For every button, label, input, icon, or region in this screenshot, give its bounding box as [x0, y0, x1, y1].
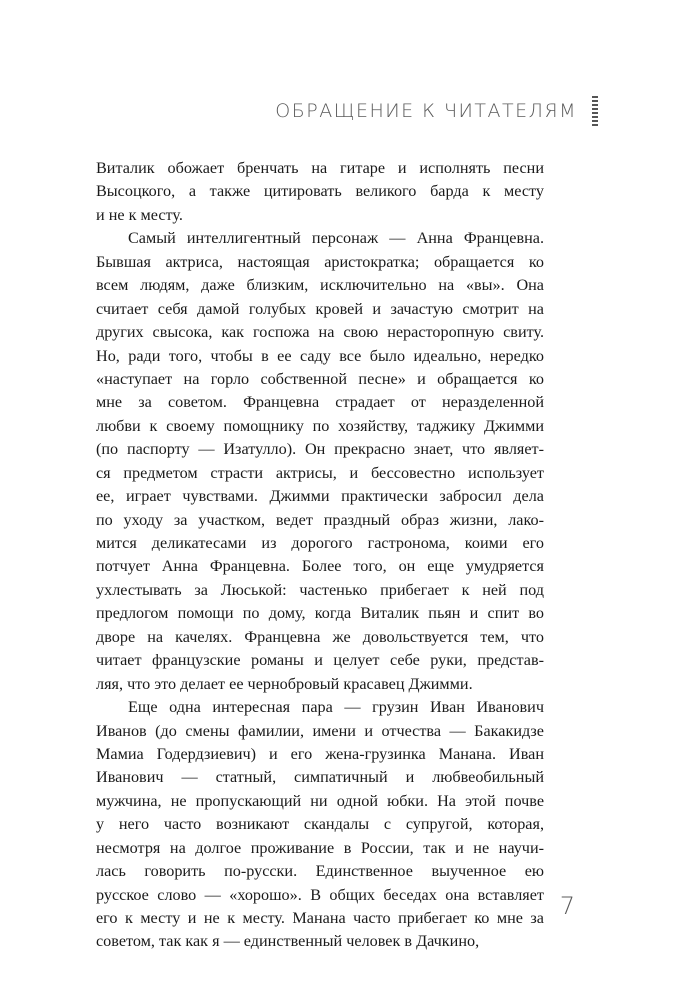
text-line: его к месту и не к месту. Манана часто прибегает ко мне за	[96, 909, 544, 927]
text-line: несмотря на долгое проживание в России, так и не научи-	[96, 838, 544, 857]
page-edge-tab-marker	[592, 96, 598, 128]
text-line: читает французские романы и целует себе руки, представ-	[96, 651, 544, 670]
text-line: и не к месту.	[96, 205, 183, 224]
text-line: Еще одна интересная пара — грузин Иван Иванович	[128, 698, 544, 717]
text-line: (по паспорту — Изатулло). Он прекрасно знает, что являет-	[96, 440, 544, 459]
text-line: «наступает на горло собственной песне» и обращается ко	[96, 369, 544, 388]
text-line: лась говорить по-русски. Единственное выученное ею	[96, 862, 544, 881]
text-line: мне за советом. Францевна страдает от неразделенной	[96, 393, 544, 412]
text-line: Иванович — статный, симпатичный и любвеобильный	[96, 768, 544, 787]
page-number: 7	[559, 892, 575, 920]
text-line: мится деликатесами из дорогого гастронома, коими его	[96, 534, 544, 552]
text-line: Высоцкого, а также цитировать великого барда к месту	[96, 182, 544, 201]
text-line: Виталик обожает бренчать на гитаре и исполнять песни	[96, 159, 544, 177]
text-line: любви к своему помощнику по хозяйству, таджику Джимми	[96, 416, 544, 435]
text-line: советом, так как я — единственный человек в Дачкино,	[96, 932, 480, 951]
text-line: ее, играет чувствами. Джимми практически забросил дела	[96, 487, 544, 506]
text-line: Иванов (до смены фамилии, имени и отчества — Бакакидзе	[96, 721, 544, 740]
text-line: Самый интеллигентный персонаж — Анна Францевна.	[128, 229, 544, 248]
text-line: у него часто возникают скандалы с супругой, которая,	[96, 815, 544, 834]
running-head-title: ОБРАЩЕНИЕ К ЧИТАТЕЛЯМ	[275, 100, 577, 122]
text-line: ся предметом страсти актрисы, и бессовестно использует	[96, 463, 544, 482]
body-text	[96, 157, 544, 954]
text-line: мужчина, не пропускающий ни одной юбки. На этой почве	[96, 791, 544, 810]
text-line: предлогом помощи по дому, когда Виталик пьян и спит во	[96, 604, 544, 623]
text-line: Бывшая актриса, настоящая аристократка; обращается ко	[96, 252, 544, 271]
text-line: потчует Анна Францевна. Более того, он еще умудряется	[96, 557, 544, 576]
text-line: Но, ради того, чтобы в ее саду все было идеально, нередко	[96, 346, 544, 365]
text-line: всем людям, даже близким, исключительно на «вы». Она	[96, 276, 544, 295]
text-line: русское слово — «хорошо». В общих беседах она вставляет	[96, 885, 544, 904]
text-line: ляя, что это делает ее чернобровый красавец Джимми.	[96, 674, 473, 693]
text-line: ухлестывать за Люськой: частенько прибегает к ней под	[96, 580, 544, 599]
text-line: по уходу за участком, ведет праздный образ жизни, лако-	[96, 510, 544, 529]
text-line: дворе на качелях. Францевна же довольствуется тем, что	[96, 627, 544, 646]
text-line: других свысока, как госпожа на свою нерасторопную свиту.	[96, 323, 544, 342]
text-line: Мамиа Годердзиевич) и его жена-грузинка Манана. Иван	[96, 744, 544, 763]
text-line: считает себя дамой голубых кровей и зачастую смотрит на	[96, 299, 544, 318]
